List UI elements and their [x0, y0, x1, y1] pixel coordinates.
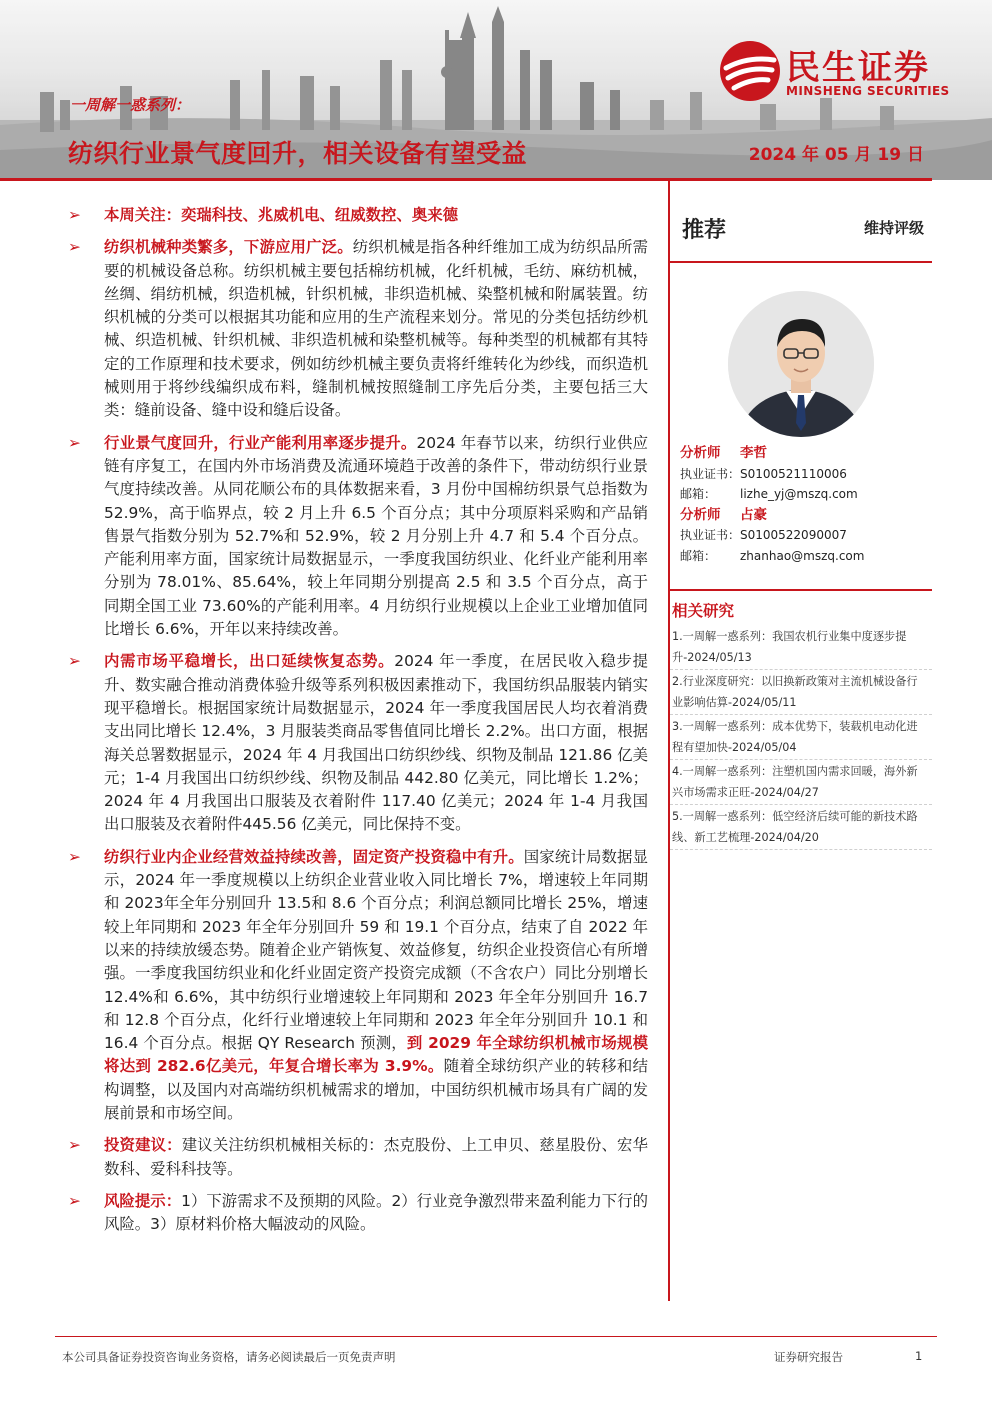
- analyst-avatar: [728, 291, 874, 437]
- footer-doc-type: 证券研究报告: [774, 1350, 843, 1364]
- report-date: 2024 年 05 月 19 日: [748, 145, 924, 165]
- cert-label: 执业证书：: [680, 528, 741, 542]
- analyst-1-row: [680, 443, 930, 464]
- bullet-profitability-investment: [68, 846, 648, 1126]
- logo-mark-icon: [718, 38, 782, 104]
- email-label: 邮箱：: [680, 487, 717, 501]
- email-link[interactable]: zhanhao@mszq.com: [740, 548, 865, 563]
- analyst-list: [680, 443, 930, 566]
- arrow-bullet-icon: ➢: [68, 652, 81, 671]
- arrow-bullet-icon: ➢: [68, 206, 81, 224]
- series-label: 一周解一惑系列：: [70, 96, 191, 114]
- logo-chinese-text: 民生证券: [786, 48, 930, 88]
- related-research-item[interactable]: 1.一周解一惑系列：我国农机行业集中度逐步提升-2024/05/13: [670, 626, 932, 670]
- bullet-body: 建议关注纺织机械相关标的：杰克股份、上工申贝、慈星股份、宏华数科、爱科科技等。: [104, 1136, 648, 1178]
- footer-disclaimer: 本公司具备证券投资咨询业务资格，请务必阅读最后一页免责声明: [62, 1350, 396, 1364]
- analyst-2-email: [680, 546, 930, 567]
- rating-label: 推荐: [682, 218, 727, 243]
- arrow-bullet-icon: ➢: [68, 238, 81, 257]
- related-research-title: 相关研究: [672, 602, 735, 620]
- related-research: [670, 589, 932, 851]
- cert-number: S0100522090007: [740, 528, 847, 542]
- main-content: [68, 204, 648, 1245]
- bullet-tail: 随着全球纺织产业的转移和结构调整，以及国内对高端纺织机械需求的增加，中国纺织机械市场具有广阔的发展前景和市场空间。: [104, 1057, 648, 1122]
- bullet-machinery-types: [68, 236, 648, 422]
- email-link[interactable]: lizhe_yj@mszq.com: [740, 487, 858, 501]
- analyst-name: 李哲: [740, 445, 767, 461]
- bullet-body: 2024 年春节以来，纺织行业供应链有序复工，在国内外市场消费及流通环境趋于改善的条件下，带动纺织行业景气度持续改善。从同花顺公布的具体数据来看，3 月份中国棉纺织景气总指数为 52.9%，高于临界点，较 2 月上升 6.5 个百分点；其中分项原料采购和产品销售景气指数分别为 52.7%和 52.9%，较 2 月分别上升 4.7 和 5.4 个百分点。产能利用率方面，国家统计局数据显示，一季度我国纺织业、化纤业产能利用率分别为 78.01%、85.64%，较上年同期分别提高 2.5 和 3.5 个百分点，高于同期全国工业 73.60%的产能利用率。4 月纺织行业规模以上企业工业增加值同比增长 6.6%，开年以来持续改善。: [104, 433, 648, 639]
- bullet-focus: [68, 204, 648, 227]
- bullet-body: 纺织机械是指各种纤维加工成为纺织品所需要的机械设备总称。纺织机械主要包括棉纺机械，化纤机械，毛纺、麻纺机械，丝绸、绢纺机械，织造机械，针织机械，非织造机械、染整机械和附属装置。纺织机械的分类可以根据其功能和应用的生产流程来划分。常见的分类包括纺纱机械、织造机械、针织机械、非织造机械和染整机械等。每种类型的机械都有其特定的工作原理和技术要求，例如纺纱机械主要负责将纤维转化为纱线，而织造机械则用于将纱线编织成布料，缝制机械按照缝制工序先后分类，主要包括三大类：缝前设备、缝中设和缝后设备。: [104, 238, 648, 420]
- bullet-domestic-export: [68, 650, 648, 836]
- related-research-item[interactable]: 4.一周解一惑系列：注塑机国内需求回暖，海外新兴市场需求正旺-2024/04/27: [670, 761, 932, 805]
- bullet-lead: 纺织机械种类繁多，下游应用广泛。: [104, 238, 353, 257]
- bullet-body: 1）下游需求不及预期的风险。2）行业竞争激烈带来盈利能力下行的风险。3）原材料价格大幅波动的风险。: [104, 1191, 648, 1234]
- header-banner: [0, 0, 992, 180]
- cert-label: 执业证书：: [680, 466, 741, 481]
- related-research-item[interactable]: 2.行业深度研究：以旧换新政策对主流机械设备行业影响估算-2024/05/11: [670, 671, 932, 715]
- sidebar: [670, 181, 932, 844]
- arrow-bullet-icon: ➢: [68, 433, 81, 452]
- cert-number: S0100521110006: [740, 466, 847, 481]
- related-research-item[interactable]: 5.一周解一惑系列：低空经济后续可能的新技术路线、新工艺梳理-2024/04/20: [670, 806, 932, 850]
- bullet-risk-warning: [68, 1190, 648, 1237]
- related-research-item[interactable]: 3.一周解一惑系列：成本优势下，装载机电动化进程有望加快-2024/05/04: [670, 716, 932, 760]
- analyst-2-cert: [680, 525, 930, 546]
- bullet-lead: 纺织行业内企业经营效益持续改善，固定资产投资稳中有升。: [104, 847, 524, 866]
- minsheng-logo: [718, 36, 968, 106]
- email-label: 邮箱：: [680, 548, 717, 563]
- analyst-role: 分析师: [680, 445, 721, 461]
- bullet-body: 国家统计局数据显示，2024 年一季度规模以上纺织企业营业收入同比增长 7%，增速较上年同期和 2023年全年分别回升 13.5和 8.6 个百分点；利润总额同比增长 25%，增速较上年同期和 2023 年全年分别回升 59 和 19.1 个百分点，结束了自 2022 年以来的持续放缓态势。随着企业产销恢复、效益修复，纺织企业投资信心有所增强。一季度我国纺织业和化纤业固定资产投资完成额（不含农户）同比分别增长 12.4%和 6.6%，其中纺织行业增速较上年同期和 2023 年全年分别回升 16.7 和 12.8 个百分点，化纤行业增速较上年同期和 2023 年全年分别回升 10.1 和 16.4 个百分点。根据 QY Research 预测，: [104, 847, 648, 1053]
- analyst-1-cert: [680, 464, 930, 485]
- bullet-industry-sentiment: [68, 432, 648, 642]
- bullet-lead: 本周关注：奕瑞科技、兆威机电、纽威数控、奥来德: [104, 206, 458, 224]
- bullet-lead: 内需市场平稳增长，出口延续恢复态势。: [104, 652, 395, 671]
- page-title: 纺织行业景气度回升，相关设备有望受益: [68, 139, 528, 168]
- arrow-bullet-icon: ➢: [68, 1191, 81, 1210]
- analyst-1-email: [680, 484, 930, 505]
- analyst-name: 占豪: [740, 506, 767, 523]
- analyst-2-row: [680, 505, 930, 526]
- footer-divider: [55, 1336, 937, 1337]
- bullet-lead: 风险提示：: [104, 1191, 182, 1210]
- rating-box: [670, 181, 932, 263]
- bullet-lead: 投资建议：: [104, 1136, 182, 1155]
- rating-status: 维持评级: [863, 219, 924, 237]
- logo-english-text: MINSHENG SECURITIES: [786, 84, 950, 98]
- bullet-emphasis: 到 2029 年全球纺织机械市场规模将达到 282.6亿美元，年复合增长率为 3.9%。: [104, 1034, 648, 1076]
- bullet-investment-advice: [68, 1134, 648, 1181]
- arrow-bullet-icon: ➢: [68, 847, 81, 866]
- page-number: 1: [915, 1349, 923, 1363]
- analyst-role: 分析师: [680, 506, 721, 523]
- bullet-lead: 行业景气度回升，行业产能利用率逐步提升。: [104, 433, 417, 452]
- bullet-body: 2024 年一季度，在居民收入稳步提升、数实融合推动消费体验升级等系列积极因素推动下，我国纺织品服装内销实现平稳增长。根据国家统计局数据显示，2024 年一季度我国居民人均衣着消费支出同比增长 12.4%，3 月服装类商品零售值同比增长 2.2%。出口方面，根据海关总署数据显示，2024 年 4 月我国出口纺织纱线、织物及制品 121.86 亿美元；1-4 月我国出口纺织纱线、织物及制品 442.80 亿美元，同比增长 1.2%；2024 年 4 月我国出口服装及衣着附件 117.40 亿美元；2024 年 1-4 月我国出口服装及衣着附件445.56 亿美元，同比保持不变。: [104, 652, 648, 834]
- analyst-portrait-icon: [728, 291, 874, 437]
- arrow-bullet-icon: ➢: [68, 1136, 81, 1155]
